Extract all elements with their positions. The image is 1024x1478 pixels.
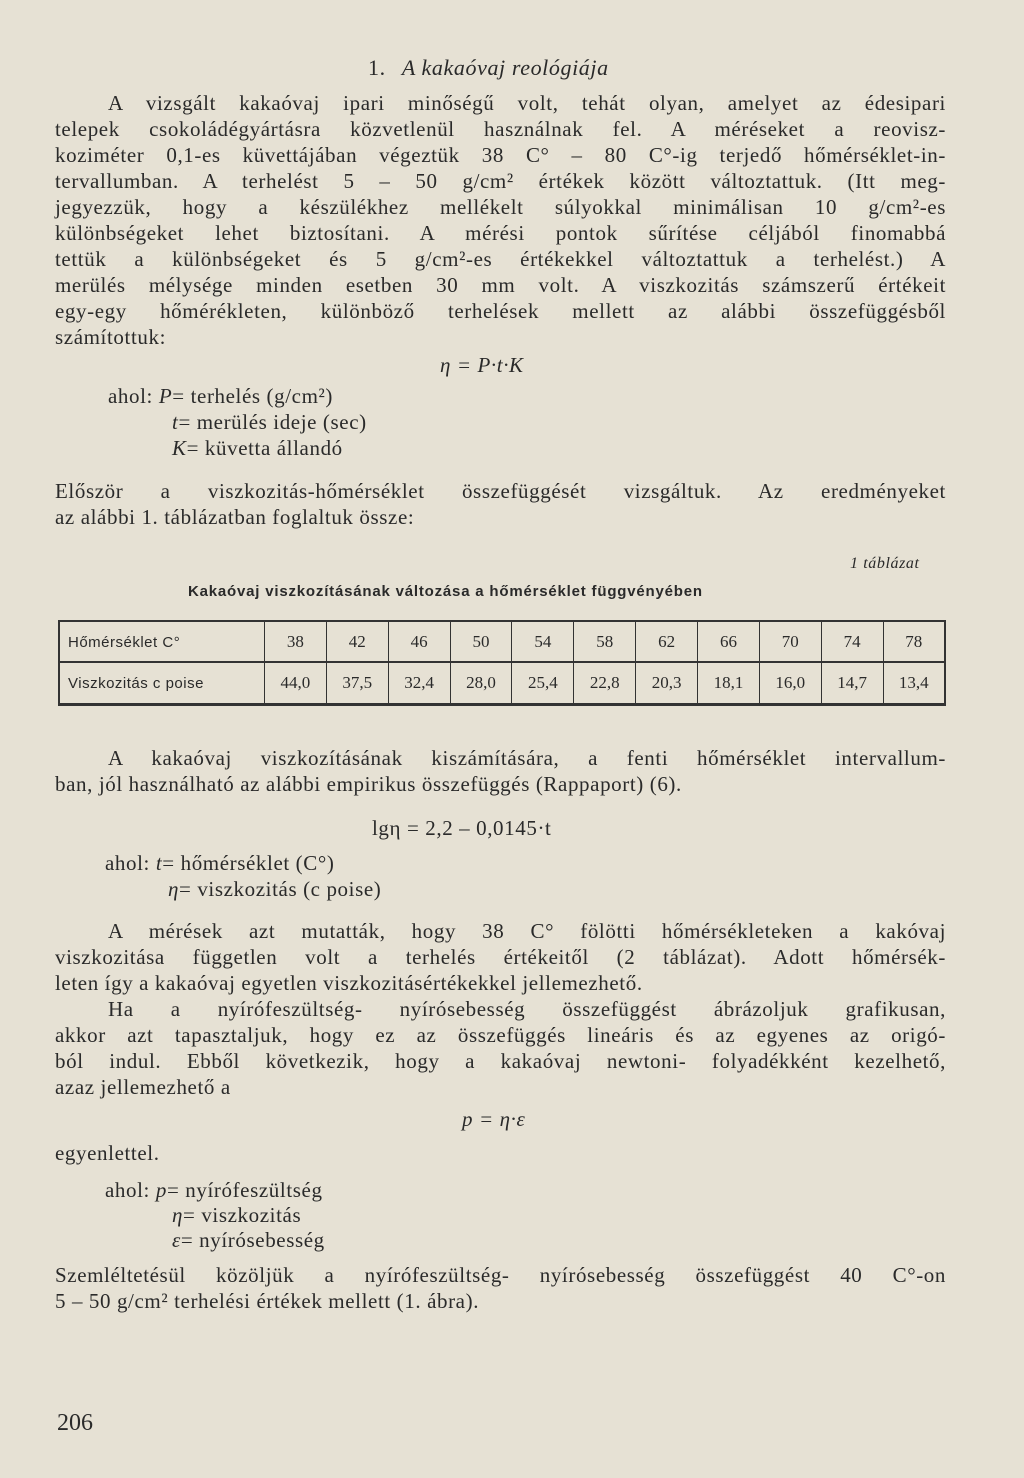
table-cell: 14,7 — [821, 662, 883, 704]
definition-row — [108, 383, 333, 409]
text-line: ból indul. Ebből következik, hogy a kakaóvaj newtoni- folyadékként kezelhető, — [55, 1049, 946, 1073]
definition-row — [105, 1177, 323, 1203]
table-cell: 70 — [759, 622, 821, 662]
definition-symbol: η — [172, 1203, 184, 1227]
table-caption: Kakaóvaj viszkozításának változása a hőmérséklet függvényében — [188, 583, 703, 600]
section-title — [368, 55, 609, 81]
text-line: Először a viszkozitás-hőmérséklet összefüggését vizsgáltuk. Az eredményeket — [55, 479, 946, 503]
text-line: tervallumban. A terhelést 5 – 50 g/cm² értékek között változtattuk. (Itt meg- — [55, 169, 946, 193]
table-cell: 46 — [388, 622, 450, 662]
table-cell: 38 — [265, 622, 327, 662]
table-cell: 13,4 — [883, 662, 944, 704]
table-row-header: Hőmérséklet C° — [68, 633, 181, 651]
text-line: 5 – 50 g/cm² terhelési értékek mellett (1. ábra). — [55, 1289, 480, 1313]
text-line: A mérések azt mutatták, hogy 38 C° fölötti hőmérsékleteken a kakóvaj — [108, 919, 946, 943]
table-cell: 22,8 — [574, 662, 636, 704]
table-cell: 37,5 — [326, 662, 388, 704]
definition-text: = hőmérséklet (C°) — [162, 851, 335, 875]
definition-text: = nyírósebesség — [180, 1228, 325, 1252]
text-line: azaz jellemezhető a — [55, 1075, 231, 1099]
viscosity-temperature-table — [60, 622, 944, 704]
text-line: Szemléltetésül közöljük a nyírófeszültség- nyírósebesség összefüggést 40 C°-on — [55, 1263, 946, 1287]
definition-symbol: t — [172, 410, 179, 434]
text-line: A kakaóvaj viszkozításának kiszámítására, a fenti hőmérséklet intervallum- — [108, 746, 946, 770]
table-cell: 74 — [821, 622, 883, 662]
text-line: különbségeket lehet biztosítani. A mérési pontok sűrítése céljából finomabbá — [55, 221, 946, 245]
definition-row — [172, 1227, 325, 1253]
text-line: egy-egy hőmérékleten, különböző terhelések mellett az alábbi összefüggésből — [55, 299, 946, 323]
table-cell: 42 — [326, 622, 388, 662]
definition-row — [172, 1202, 301, 1228]
definition-text: = nyírófeszültség — [166, 1178, 323, 1202]
definition-prefix: ahol: — [105, 1178, 150, 1202]
definition-row — [105, 850, 334, 876]
table-cell: 44,0 — [265, 662, 327, 704]
text-line: az alábbi 1. táblázatban foglaltuk össze: — [55, 505, 415, 529]
definition-text: = terhelés (g/cm²) — [172, 384, 334, 408]
definition-text: = viszkozitás — [183, 1203, 302, 1227]
text-line: jegyezzük, hogy a készülékhez mellékelt súlyokkal minimálisan 10 g/cm²-es — [55, 195, 946, 219]
formula-empirical: lgη = 2,2 – 0,0145·t — [372, 816, 552, 840]
table-cell: 50 — [450, 622, 512, 662]
section-title-text: A kakaóvaj reológiája — [401, 55, 609, 80]
definition-symbol: ε — [172, 1228, 181, 1252]
table-right-rule — [944, 620, 946, 706]
table-cell: 58 — [574, 622, 636, 662]
formula-viscosity: η = P·t·K — [440, 353, 524, 377]
definition-row — [172, 409, 367, 435]
text-line: Ha a nyírófeszültség- nyírósebesség összefüggést ábrázoljuk grafikusan, — [108, 997, 946, 1021]
text-line: telepek csokoládégyártásra közvetlenül használnak fel. A méréseket a reovisz- — [55, 117, 946, 141]
text-line: ban, jól használható az alábbi empirikus összefüggés (Rappaport) (6). — [55, 772, 682, 796]
formula-newtonian: p = η·ε — [462, 1107, 526, 1131]
definition-row — [168, 876, 381, 902]
table-label: 1 táblázat — [850, 555, 920, 572]
table-cell: 66 — [698, 622, 760, 662]
table-cell: 18,1 — [698, 662, 760, 704]
definition-symbol: t — [155, 851, 163, 875]
table-row-temperature — [60, 622, 944, 662]
paragraph-5: egyenlettel. — [55, 1141, 160, 1165]
definition-symbol: K — [172, 436, 187, 460]
definition-text: = küvetta állandó — [186, 436, 343, 460]
text-line: A vizsgált kakaóvaj ipari minőségű volt, tehát olyan, amelyet az édesipari — [108, 91, 946, 115]
table-cell: 78 — [883, 622, 944, 662]
text-line: akkor azt tapasztaljuk, hogy ez az összefüggés lineáris és az egyenes az origó- — [55, 1023, 946, 1047]
text-line: tettük a különbségeket és 5 g/cm²-es értékekkel változtattuk a terhelést.) A — [55, 247, 946, 271]
table-cell: 32,4 — [388, 662, 450, 704]
definition-row — [172, 435, 343, 461]
text-line: viszkozitása független volt a terhelés értékeitől (2 táblázat). Adott hőmérsék- — [55, 945, 946, 969]
table-cell: 25,4 — [512, 662, 574, 704]
definition-symbol: η — [168, 877, 180, 901]
definition-symbol: p — [155, 1178, 167, 1202]
text-line: merülés mélysége minden esetben 30 mm volt. A viszkozitás számszerű értékeit — [55, 273, 946, 297]
table-cell: 54 — [512, 622, 574, 662]
table-row-viscosity — [60, 662, 944, 704]
table-cell: 20,3 — [636, 662, 698, 704]
definition-symbol: P — [158, 384, 173, 408]
page-number: 206 — [57, 1410, 93, 1436]
definition-prefix: ahol: — [108, 384, 153, 408]
text-line: számítottuk: — [55, 325, 167, 349]
section-number: 1. — [368, 55, 386, 80]
table-cell: 62 — [636, 622, 698, 662]
table-cell: 28,0 — [450, 662, 512, 704]
definition-prefix: ahol: — [105, 851, 150, 875]
text-line: leten így a kakaóvaj egyetlen viszkozitásértékekkel jellemezhető. — [55, 971, 643, 995]
table-cell: 16,0 — [759, 662, 821, 704]
table-row-header: Viszkozitás c poise — [68, 674, 204, 692]
definition-text: = viszkozitás (c poise) — [179, 877, 382, 901]
text-line: koziméter 0,1-es küvettájában végeztük 38 C° – 80 C°-ig terjedő hőmérséklet-in- — [55, 143, 946, 167]
definition-text: = merülés ideje (sec) — [178, 410, 367, 434]
